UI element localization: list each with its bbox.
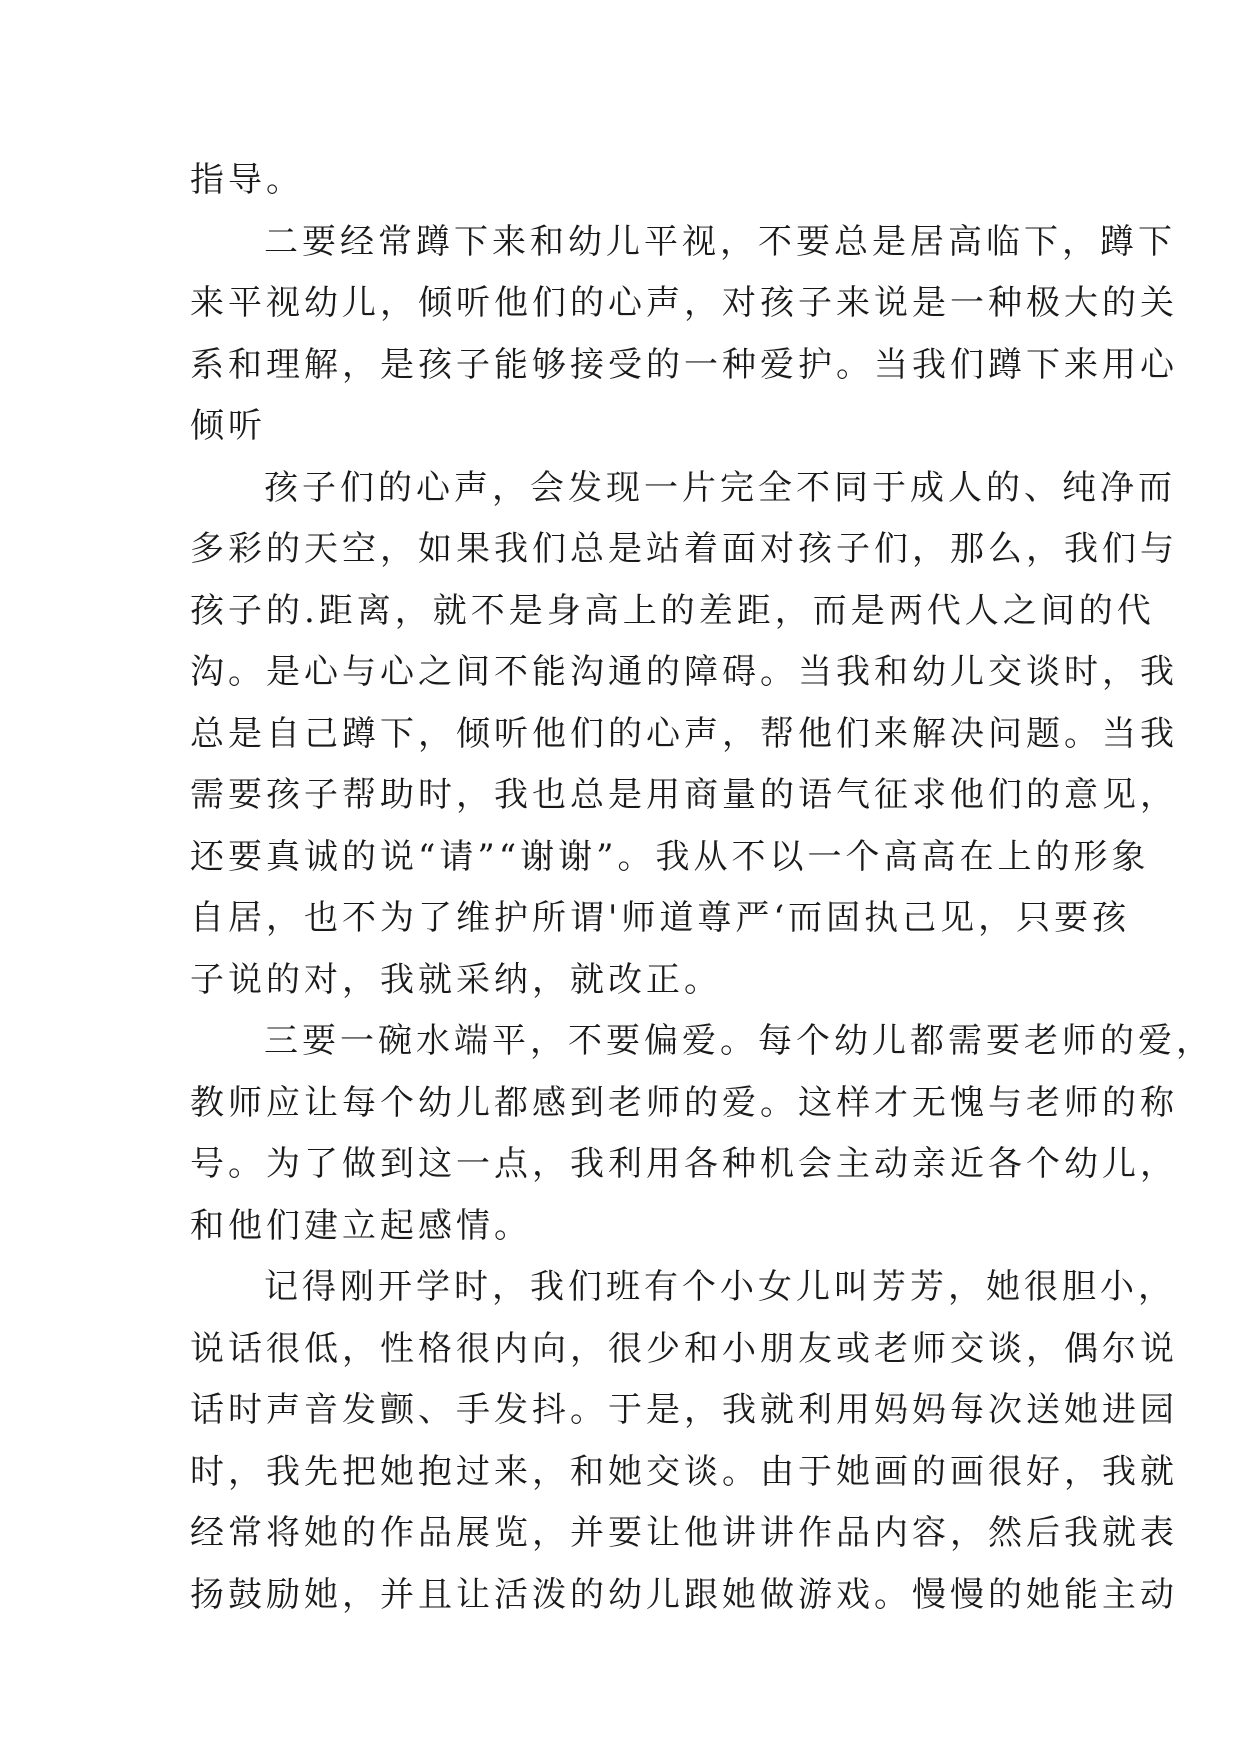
text-line: 系和理解，是孩子能够接受的一种爱护。当我们蹲下来用心 bbox=[190, 344, 1178, 385]
text-line: 需要孩子帮助时，我也总是用商量的语气征求他们的意见， bbox=[190, 775, 1178, 815]
text-line: 子说的对，我就采纳，就改正。 bbox=[190, 959, 722, 1000]
text-line: 经常将她的作品展览，并要让他讲讲作品内容，然后我就表 bbox=[190, 1513, 1178, 1553]
text-line: 话时声音发颤、手发抖。于是，我就利用妈妈每次送她进园 bbox=[190, 1390, 1178, 1430]
text-line: 沟。是心与心之间不能沟通的障碍。当我和幼儿交谈时，我 bbox=[190, 652, 1178, 692]
text-line: 教师应让每个幼儿都感到老师的爱。这样才无愧与老师的称 bbox=[190, 1082, 1178, 1123]
text-line: 孩子的.距离，就不是身高上的差距，而是两代人之间的代 bbox=[190, 590, 1155, 631]
text-line: 总是自己蹲下，倾听他们的心声，帮他们来解决问题。当我 bbox=[190, 713, 1178, 754]
text-line: 号。为了做到这一点，我利用各种机会主动亲近各个幼儿， bbox=[190, 1144, 1178, 1184]
body-text bbox=[190, 150, 1214, 1626]
text-line: 指导。 bbox=[190, 160, 304, 200]
text-line: 记得刚开学时，我们班有个小女儿叫芳芳，她很胆小， bbox=[264, 1267, 1176, 1307]
text-line: 扬鼓励她，并且让活泼的幼儿跟她做游戏。慢慢的她能主动 bbox=[190, 1574, 1178, 1615]
text-line: 二要经常蹲下来和幼儿平视，不要总是居高临下，蹲下 bbox=[264, 221, 1176, 262]
text-line: 和他们建立起感情。 bbox=[190, 1205, 532, 1246]
text-line: 还要真诚的说“请”“谢谢”。我从不以一个高高在上的形象 bbox=[190, 836, 1150, 877]
text-line: 时，我先把她抱过来，和她交谈。由于她画的画很好，我就 bbox=[190, 1451, 1178, 1492]
text-line: 三要一碗水端平，不要偏爱。每个幼儿都需要老师的爱， bbox=[264, 1021, 1214, 1061]
text-line: 来平视幼儿，倾听他们的心声，对孩子来说是一种极大的关 bbox=[190, 283, 1178, 323]
text-line: 说话很低，性格很内向，很少和小朋友或老师交谈，偶尔说 bbox=[190, 1328, 1178, 1369]
text-line: 多彩的天空，如果我们总是站着面对孩子们，那么，我们与 bbox=[190, 529, 1178, 569]
text-line: 自居，也不为了维护所谓'师道尊严‘而固执己见，只要孩 bbox=[190, 898, 1131, 938]
text-line: 倾听 bbox=[190, 406, 266, 446]
text-line: 孩子们的心声，会发现一片完全不同于成人的、纯净而 bbox=[264, 467, 1176, 508]
